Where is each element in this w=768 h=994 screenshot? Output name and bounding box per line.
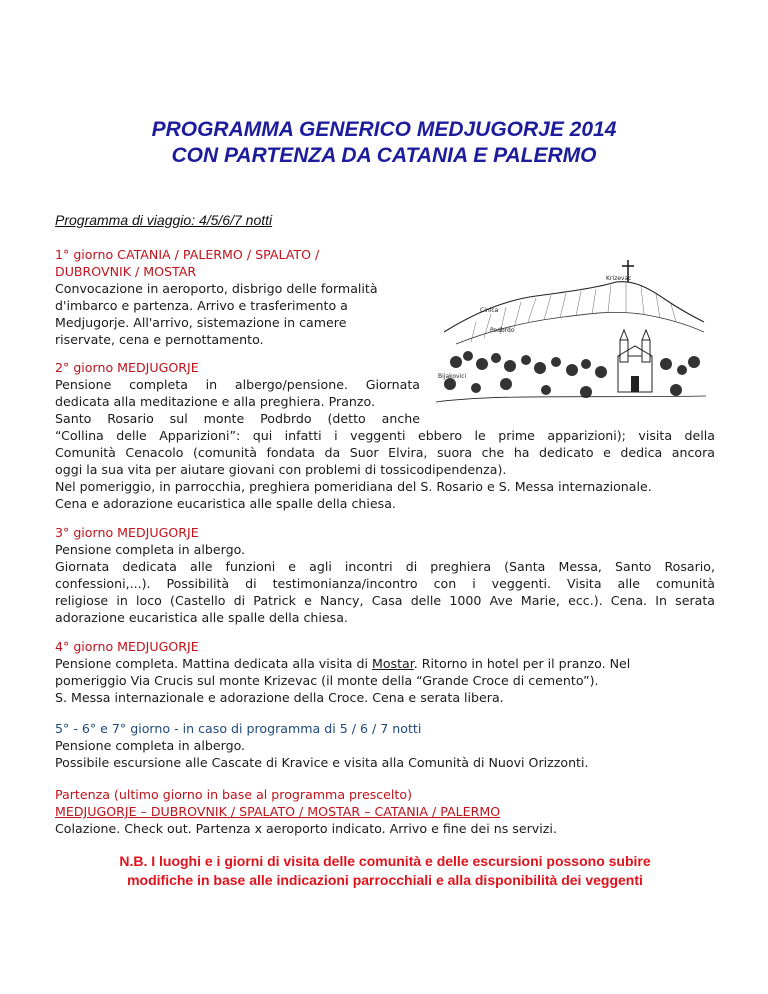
day4-line-1-post: . Ritorno in hotel per il pranzo. Nel <box>413 656 631 671</box>
day4-line-1-pre: Pensione completa. Mattina dedicata alla visita di <box>55 656 372 671</box>
day3-line: Giornata dedicata alle funzioni e agli incontri di preghiera (Santa Messa, Santo Rosario, <box>55 559 715 574</box>
mostar-link[interactable]: Mostar <box>371 656 414 671</box>
day1-line: riservate, cena e pernottamento. <box>55 332 264 347</box>
title-line-1: PROGRAMMA GENERICO MEDJUGORJE 2014 <box>151 118 617 141</box>
day4-heading: 4° giorno MEDJUGORJE <box>55 639 199 654</box>
departure-route: MEDJUGORJE – DUBROVNIK / SPALATO / MOSTAR – CATANIA / PALERMO <box>55 804 501 819</box>
day2-line: Pensione completa in albergo/pensione. Giornata <box>55 377 420 392</box>
trip-subtitle: Programma di viaggio: 4/5/6/7 notti <box>55 212 273 228</box>
day1-line: Convocazione in aeroporto, disbrigo delle formalità <box>55 281 378 296</box>
day1-heading-line-2: DUBROVNIK / MOSTAR <box>55 264 197 279</box>
day4-line-3: S. Messa internazionale e adorazione della Croce. Cena e serata libera. <box>55 690 504 705</box>
cinica-label: Cinica <box>480 307 499 314</box>
day1-line: Medjugorje. All'arrivo, sistemazione in camere <box>55 315 347 330</box>
day3-heading: 3° giorno MEDJUGORJE <box>55 525 199 540</box>
podbrdo-label: Podbrdo <box>490 327 515 334</box>
day3-line: adorazione eucaristica alle spalle della chiesa. <box>55 610 348 625</box>
bijakovici-label: Bijakovici <box>438 373 467 380</box>
departure-line: Colazione. Check out. Partenza x aeroporto indicato. Arrivo e fine dei ns servizi. <box>55 821 557 836</box>
day2-line: dedicata alla meditazione e alla preghiera. Pranzo. <box>55 394 375 409</box>
day4-line-1 <box>55 655 630 672</box>
day2-line: Comunità Cenacolo (comunità fondata da Suor Elvira, suora che ha dedicato e dedica ancora <box>55 445 715 460</box>
day5-line-1: Pensione completa in albergo. <box>55 738 246 753</box>
title-line-2: CON PARTENZA DA CATANIA E PALERMO <box>171 144 597 167</box>
day1-line: d'imbarco e partenza. Arrivo e trasferimento a <box>55 298 348 313</box>
day5-line-2: Possibile escursione alle Cascate di Kravice e visita alla Comunità di Nuovi Orizzonti. <box>55 755 589 770</box>
day3-line: religiose in loco (Castello di Patrick e Nancy, Casa delle 1000 Ave Marie, ecc.). Cena. In serata <box>55 593 715 608</box>
day2-line: “Collina delle Apparizioni”: qui infatti i veggenti ebbero le prime apparizioni); visita della <box>55 428 715 443</box>
day2-line: oggi la sua vita per aiutare giovani con problemi di tossicodipendenza). <box>55 462 507 477</box>
day2-line: Cena e adorazione eucaristica alle spalle della chiesa. <box>55 496 396 511</box>
departure-heading: Partenza (ultimo giorno in base al programma prescelto) <box>55 787 412 802</box>
day2-line: Santo Rosario sul monte Podbrdo (detto anche <box>55 411 420 426</box>
day3-line: Pensione completa in albergo. <box>55 542 246 557</box>
medjugorje-illustration <box>436 252 706 412</box>
day2-line: Nel pomeriggio, in parrocchia, preghiera pomeridiana del S. Rosario e S. Messa internazionale. <box>55 479 652 494</box>
day4-line-2: pomeriggio Via Crucis sul monte Krizevac (il monte della “Grande Croce di cemento”). <box>55 673 599 688</box>
note-line-1: N.B. I luoghi e i giorni di visita delle comunità e delle escursioni possono subire <box>119 853 651 869</box>
day3-line: confessioni,...). Possibilità di testimonianza/incontro con i veggenti. Visita alle comunità <box>55 576 715 591</box>
day5-heading: 5° - 6° e 7° giorno - in caso di programma di 5 / 6 / 7 notti <box>55 721 422 736</box>
krizevac-label: Krizevac <box>606 275 632 282</box>
note-line-2: modifiche in base alle indicazioni parrocchiali e alla disponibilità dei veggenti <box>127 872 643 888</box>
day1-heading-line-1: 1° giorno CATANIA / PALERMO / SPALATO / <box>55 247 320 262</box>
day2-heading: 2° giorno MEDJUGORJE <box>55 360 199 375</box>
